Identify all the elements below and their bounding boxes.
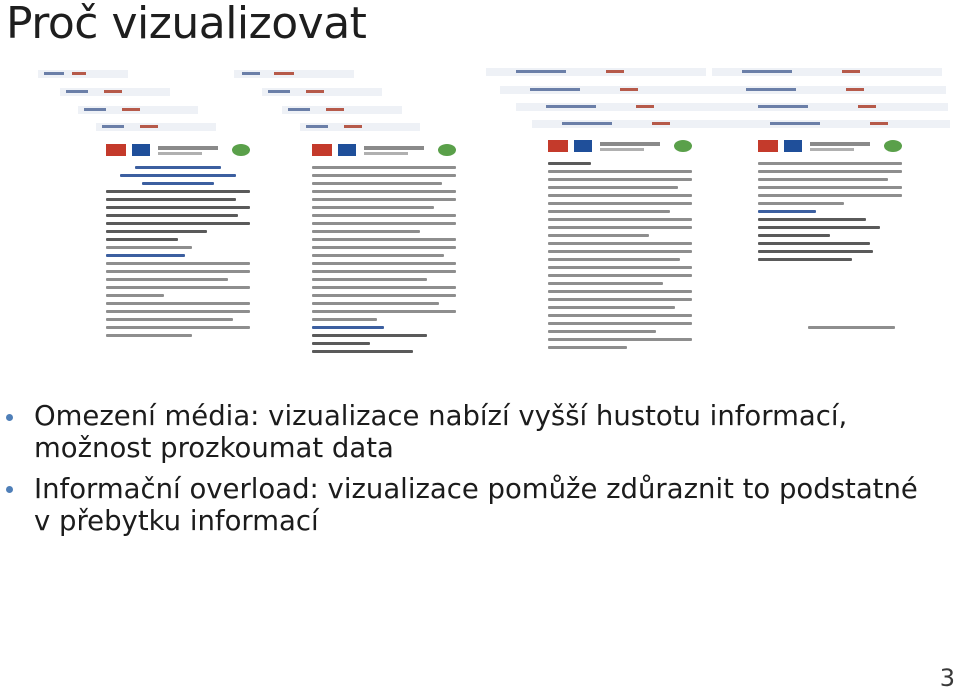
document-thumbnails bbox=[0, 60, 959, 390]
document-page-thumbnail bbox=[750, 134, 910, 386]
document-page-thumbnail bbox=[98, 138, 258, 390]
bullet-list bbox=[0, 400, 959, 546]
thumb-strip bbox=[262, 88, 382, 96]
thumb-strip bbox=[712, 68, 942, 76]
thumb-strip bbox=[516, 103, 736, 111]
document-page-thumbnail bbox=[304, 138, 464, 390]
thumb-strip bbox=[740, 120, 950, 128]
document-page-thumbnail bbox=[540, 134, 700, 386]
thumb-strip bbox=[234, 70, 354, 78]
bullet-icon bbox=[6, 414, 13, 421]
thumb-strip bbox=[78, 106, 198, 114]
bullet-text: Informační overload: vizualizace pomůže zdůraznit to podstatné v přebytku informací bbox=[34, 473, 918, 537]
thumb-strip bbox=[532, 120, 752, 128]
thumb-strip bbox=[728, 103, 948, 111]
thumb-strip bbox=[282, 106, 402, 114]
thumb-strip bbox=[486, 68, 706, 76]
thumb-strip bbox=[500, 86, 720, 94]
page-number: 3 bbox=[939, 664, 955, 692]
thumb-strip bbox=[300, 123, 420, 131]
thumb-strip bbox=[38, 70, 128, 78]
bullet-item bbox=[0, 400, 934, 464]
thumb-strip bbox=[716, 86, 946, 94]
bullet-item bbox=[0, 473, 934, 537]
bullet-text: Omezení média: vizualizace nabízí vyšší hustotu informací, možnost prozkoumat data bbox=[34, 400, 848, 464]
slide-title: Proč vizualizovat bbox=[6, 0, 367, 49]
thumb-strip bbox=[60, 88, 170, 96]
thumb-strip bbox=[96, 123, 216, 131]
bullet-icon bbox=[6, 486, 13, 493]
